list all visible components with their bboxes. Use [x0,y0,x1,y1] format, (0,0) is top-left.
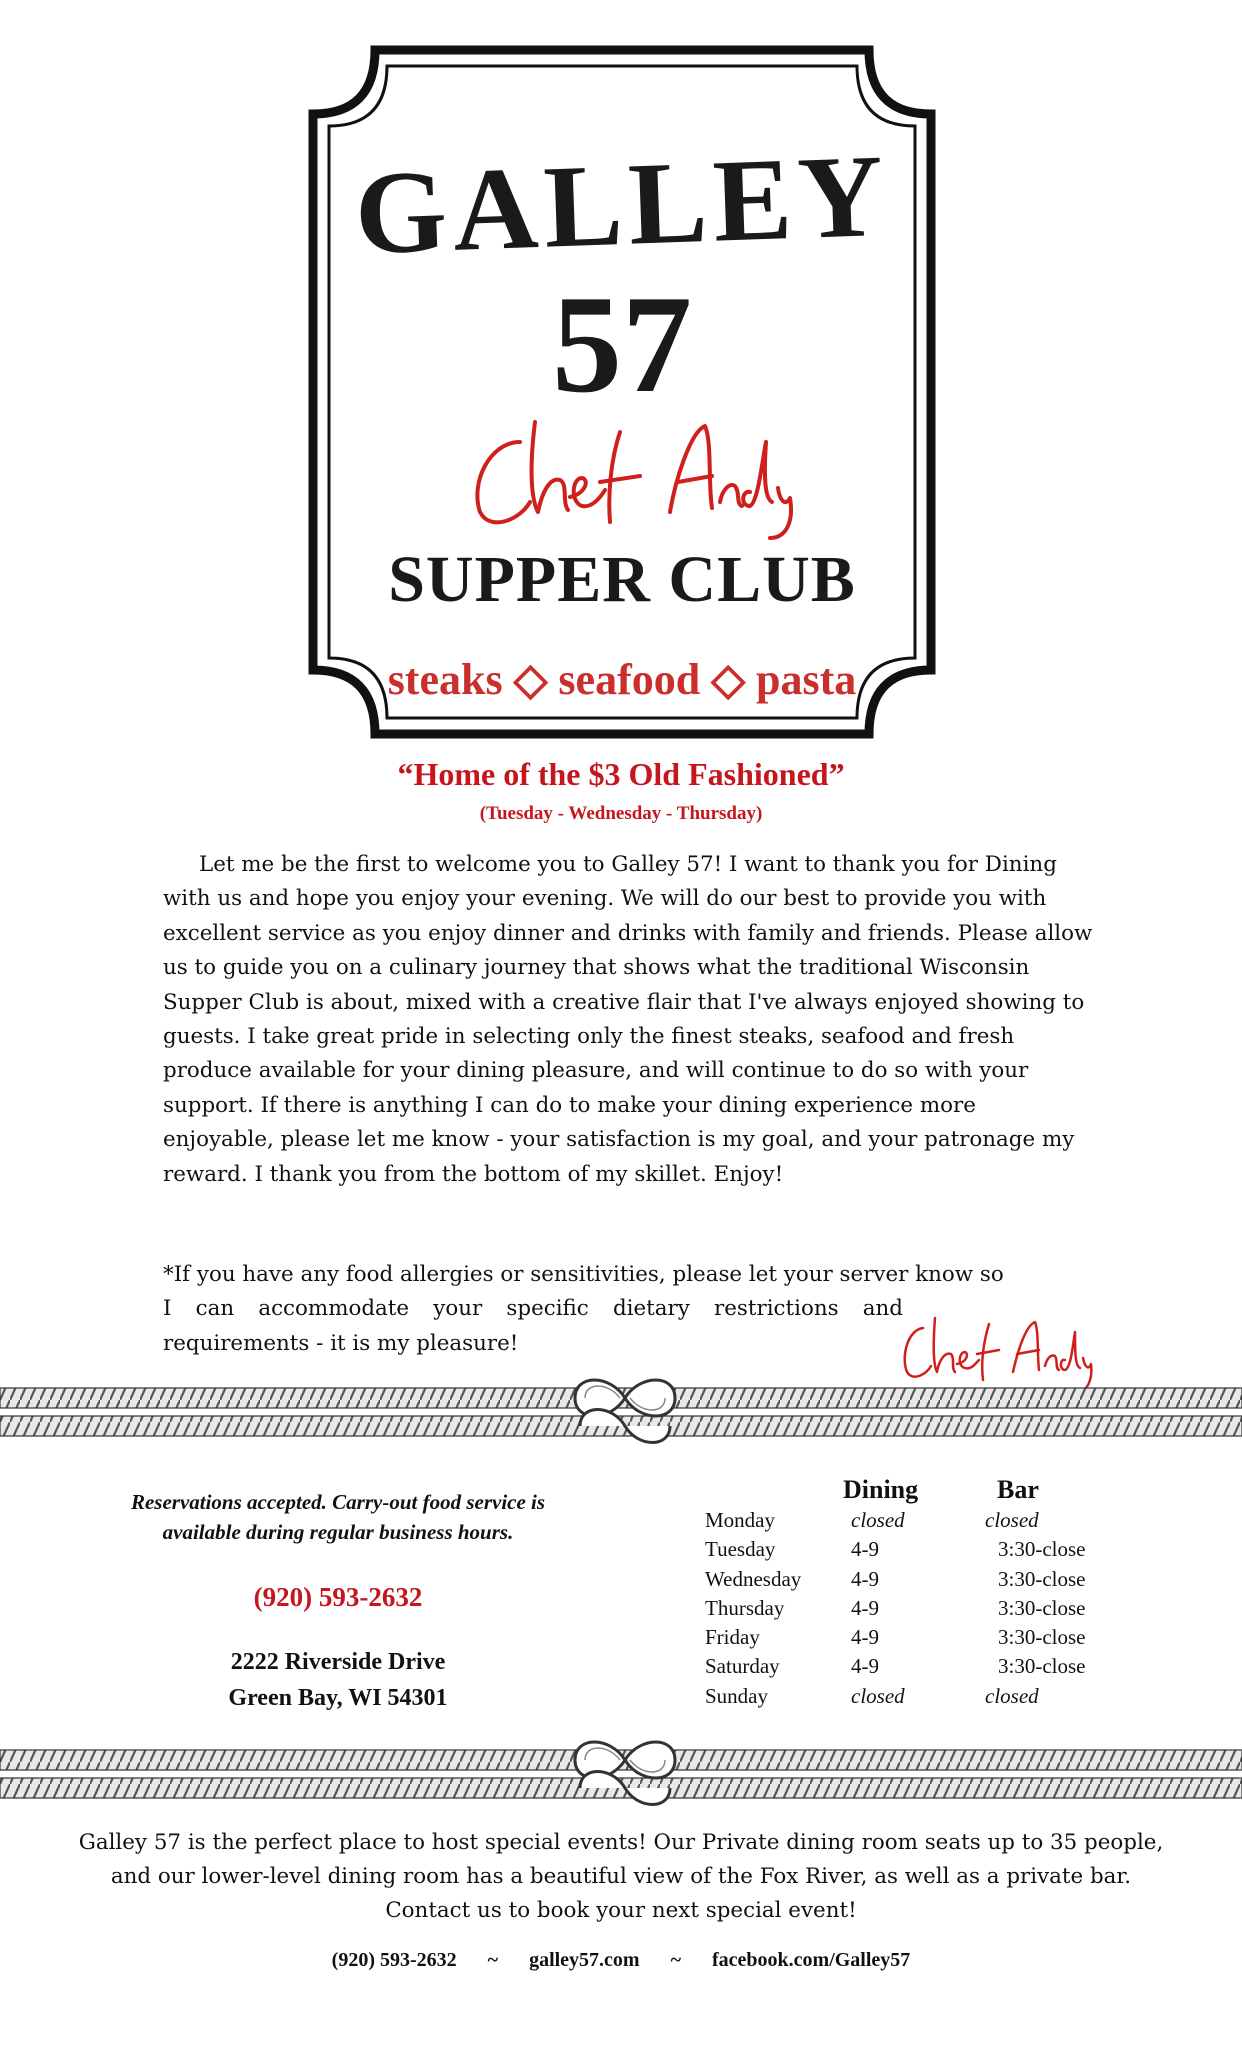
hours-row-friday [705,1625,1125,1654]
logo [305,42,939,742]
logo-57-text: 57 [552,267,692,422]
hours-dining: 4-9 [851,1566,879,1591]
hours-bar: closed [985,1683,1039,1708]
contact-website-link[interactable]: galley57.com [529,1949,640,1971]
phone-number[interactable]: (920) 593-2632 [253,1582,423,1612]
hours-bar: 3:30-close [998,1595,1086,1620]
hours-bar: 3:30-close [998,1537,1086,1562]
logo-supper-club-text: SUPPER CLUB [388,543,856,616]
hours-dining: 4-9 [851,1625,879,1650]
subhead-days: (Tuesday - Wednesday - Thursday) [479,803,763,824]
hours-dining: 4-9 [851,1537,879,1562]
address-city: Green Bay, WI 54301 [228,1685,448,1711]
hours-bar: 3:30-close [998,1625,1086,1650]
logo-tagline: steaks ◇ seafood ◇ pasta [387,655,857,704]
hours-dining: 4-9 [851,1654,879,1679]
hours-row-monday [705,1508,1125,1537]
hours-table [705,1508,1125,1713]
hours-day: Monday [705,1508,775,1532]
hours-dining: 4-9 [851,1595,879,1620]
address [118,1644,558,1716]
hours-dining: closed [851,1508,905,1532]
hours-row-thursday [705,1596,1125,1625]
hours-day: Sunday [705,1683,768,1708]
allergy-paragraph [163,1258,1004,1361]
hours-row-tuesday [705,1537,1125,1566]
hours-bar: 3:30-close [998,1654,1086,1679]
reservations-note: Reservations accepted. Carry-out food service is available during regular business hours. [130,1490,546,1544]
chef-andy-signature-logo [450,402,800,542]
hours-dining-header: Dining [843,1475,919,1504]
hours-row-sunday [705,1684,1125,1713]
allergy-line-rest: I can accommodate your specific dietary restrictions and requirements - it is my pleasure! [163,1296,903,1356]
rope-divider-bottom [0,1740,1242,1806]
contact-line [0,1949,1242,1972]
logo-galley-text: GALLEY [352,129,892,280]
hours-day: Wednesday [705,1566,802,1591]
hours-bar: 3:30-close [998,1566,1086,1591]
contact-separator: ~ [487,1949,499,1971]
hours-row-saturday [705,1654,1125,1683]
allergy-line-1: *If you have any food allergies or sensitivities, please let your server know so [163,1262,1004,1287]
welcome-paragraph: Let me be the first to welcome you to Galley 57! I want to thank you for Dining with us and hope you enjoy your evening. We will do our best to provide you with excellent service as you enjoy dinner and drinks with family and friends. Please allow us to guide you on a culinary journey that shows what the traditional Wisconsin Supper Club is about, mixed with a creative flair that I've always enjoyed showing to guests. I take great pride in selecting only the finest steaks, seafood and fresh produce available for your dining pleasure, and will continue to do so with your support. If there is anything I can do to make your dining experience more enjoyable, please let me know - your satisfaction is my goal, and your patronage my reward. I thank you from the bottom of my skillet. Enjoy! [163,852,1093,1187]
hours-day: Friday [705,1625,760,1650]
hours-day: Tuesday [705,1537,776,1562]
hours-bar: closed [985,1508,1039,1532]
hours-day: Saturday [705,1654,780,1679]
hours-row-wednesday [705,1567,1125,1596]
hours-bar-header: Bar [997,1475,1039,1504]
contact-facebook-link[interactable]: facebook.com/Galley57 [712,1949,911,1971]
hours-dining: closed [851,1683,905,1708]
events-paragraph: Galley 57 is the perfect place to host special events! Our Private dining room seats up to 35 people, and our lower-level dining room has a beautiful view of the Fox River, as well as a private bar. Contact us to book your next special event! [78,1830,1164,1923]
contact-phone[interactable]: (920) 593-2632 [331,1949,457,1971]
rope-divider-top [0,1378,1242,1444]
contact-separator: ~ [670,1949,681,1971]
address-street: 2222 Riverside Drive [230,1649,446,1675]
hours-day: Thursday [705,1595,785,1620]
headline: “Home of the $3 Old Fashioned” [397,756,845,792]
